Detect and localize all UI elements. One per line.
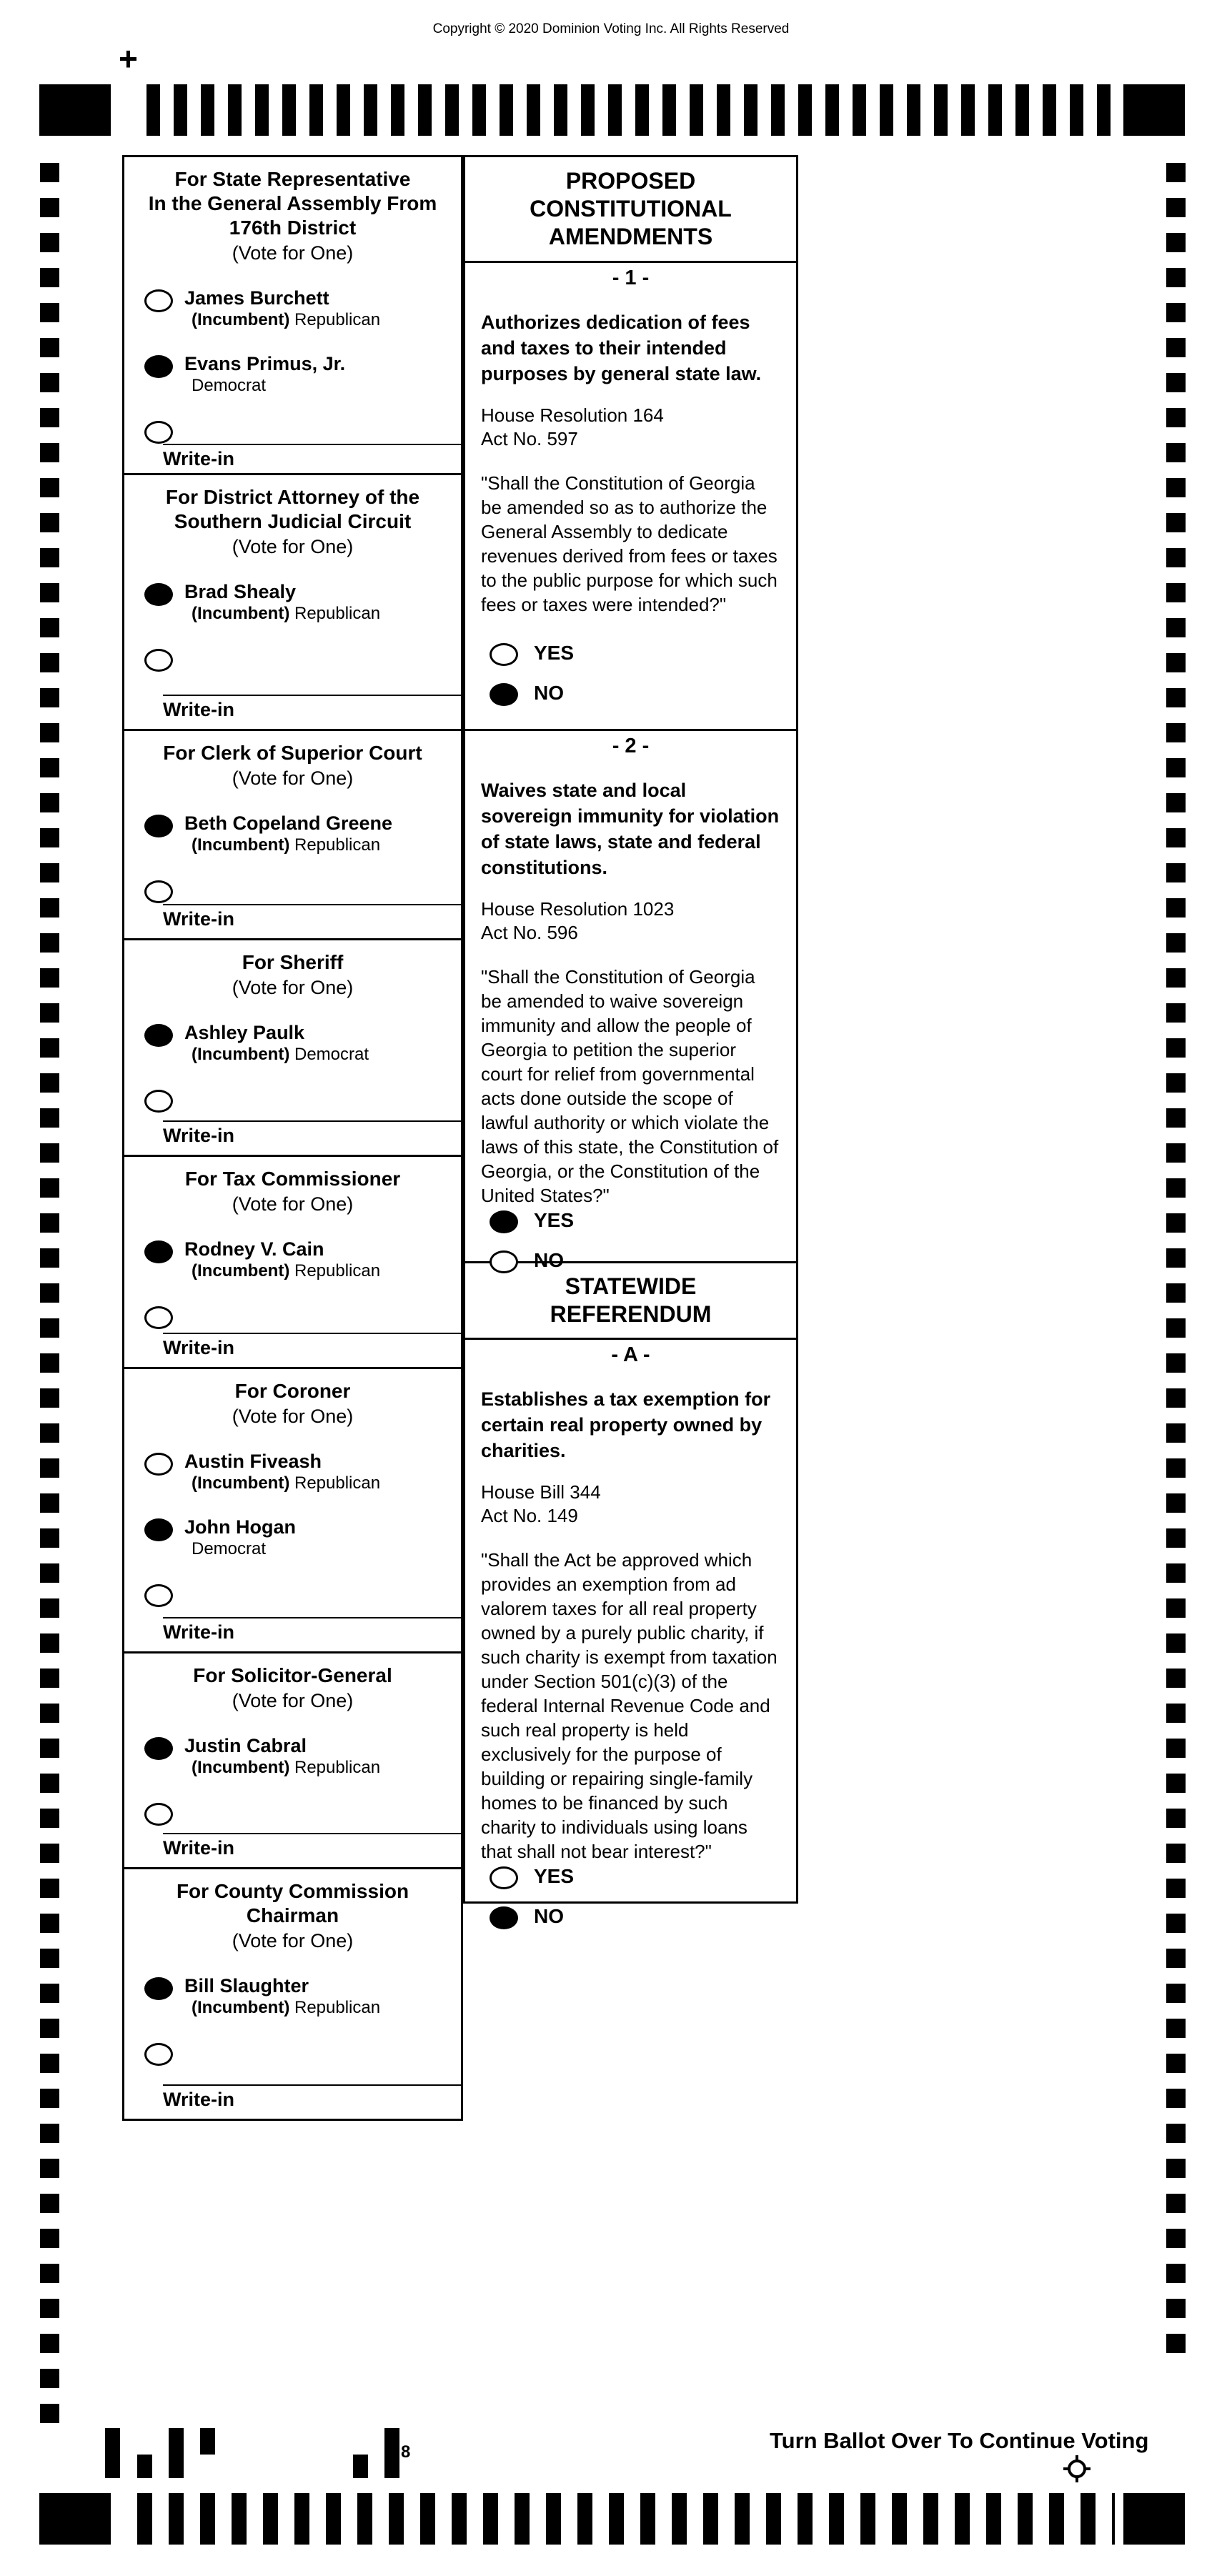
candidate-row bbox=[144, 1734, 461, 1779]
barcode-bar bbox=[169, 2428, 184, 2478]
vote-bubble-empty[interactable] bbox=[144, 1803, 173, 1826]
vote-bubble-empty[interactable] bbox=[144, 1306, 173, 1329]
contest-title: For Sheriff bbox=[242, 951, 344, 973]
option-label: YES bbox=[534, 642, 575, 664]
measure-authority bbox=[481, 404, 780, 451]
vote-instruction: (Vote for One) bbox=[232, 1930, 354, 1951]
candidate-party bbox=[192, 835, 392, 856]
timing-marks-top bbox=[39, 84, 1185, 136]
incumbent-label: (Incumbent) bbox=[192, 1473, 294, 1493]
contest-title: For County Commission bbox=[176, 1880, 409, 1902]
write-in-candidate-row bbox=[144, 1581, 461, 1607]
option-label: NO bbox=[534, 1905, 564, 1927]
section-header-line: STATEWIDE bbox=[565, 1273, 697, 1299]
timing-bars-top bbox=[146, 84, 1115, 136]
option-label: YES bbox=[534, 1865, 575, 1887]
vote-bubble-empty[interactable] bbox=[490, 643, 518, 666]
vote-bubble-filled[interactable] bbox=[144, 1024, 173, 1047]
contest bbox=[124, 1157, 461, 1369]
timing-bars-bottom bbox=[137, 2493, 1115, 2545]
measure-summary: Authorizes dedication of fees and taxes to their intended purposes by general state law. bbox=[481, 312, 762, 384]
authority-line: Act No. 596 bbox=[481, 922, 578, 943]
contest-header bbox=[124, 741, 461, 790]
candidate-name: Ashley Paulk bbox=[184, 1022, 305, 1043]
vote-bubble-filled[interactable] bbox=[490, 1906, 518, 1929]
measure-number: - A - bbox=[611, 1343, 650, 1366]
contest-header bbox=[124, 485, 461, 559]
measure-question: "Shall the Constitution of Georgia be amended to waive sovereign immunity and allow the people of Georgia to petition the superior court for relief from governmental acts done outside the scope of lawful authority or which violate the laws of this state, the Constitution of Georgia, or the Constitution of the United States?" bbox=[481, 966, 779, 1206]
candidate-info bbox=[184, 1734, 380, 1779]
incumbent-label: (Incumbent) bbox=[192, 604, 294, 623]
write-in-label: Write-in bbox=[163, 2089, 234, 2110]
option-label: NO bbox=[534, 682, 564, 704]
authority-line: House Bill 344 bbox=[481, 1481, 601, 1503]
section-header bbox=[465, 157, 796, 263]
measure-options bbox=[481, 1864, 780, 1952]
party-label: Republican bbox=[294, 1473, 381, 1493]
vote-bubble-filled[interactable] bbox=[144, 1240, 173, 1263]
candidate-name: Justin Cabral bbox=[184, 1735, 307, 1756]
candidate-info bbox=[184, 1450, 380, 1494]
measure-summary: Waives state and local sovereign immunity for violation of state laws, state and federal constitutions. bbox=[481, 780, 780, 878]
write-in-section bbox=[124, 1120, 461, 1155]
write-in-label: Write-in bbox=[163, 699, 234, 720]
write-in-candidate-row bbox=[144, 877, 461, 903]
contest-header bbox=[124, 950, 461, 1000]
candidate-row bbox=[144, 812, 461, 856]
authority-line: House Resolution 1023 bbox=[481, 898, 675, 920]
party-label: Republican bbox=[294, 1998, 381, 2017]
candidate-row bbox=[144, 1516, 461, 1560]
party-label: Democrat bbox=[192, 1539, 267, 1558]
measure-section bbox=[465, 1340, 796, 1927]
measure-authority bbox=[481, 897, 780, 945]
timing-block-top-right bbox=[1123, 84, 1185, 136]
barcode-glyph: 8 bbox=[401, 2442, 411, 2462]
timing-marks-left-column bbox=[40, 163, 59, 2423]
contest-header bbox=[124, 1167, 461, 1216]
section-header bbox=[465, 1263, 796, 1340]
contest bbox=[124, 475, 461, 731]
barcode-bar bbox=[105, 2428, 120, 2478]
contest bbox=[124, 1653, 461, 1869]
candidate-name: Evans Primus, Jr. bbox=[184, 353, 346, 374]
write-in-section bbox=[124, 904, 461, 938]
write-in-line[interactable] bbox=[163, 1617, 461, 1618]
vote-instruction: (Vote for One) bbox=[232, 1406, 354, 1427]
party-label: Republican bbox=[294, 1758, 381, 1777]
candidate-row bbox=[144, 580, 461, 625]
party-label: Democrat bbox=[192, 376, 267, 395]
candidate-row bbox=[144, 1021, 461, 1065]
write-in-section bbox=[124, 1833, 461, 1867]
party-label: Republican bbox=[294, 604, 381, 623]
candidate-row bbox=[144, 352, 461, 397]
vote-instruction: (Vote for One) bbox=[232, 536, 354, 557]
measure-option-row bbox=[490, 1248, 780, 1273]
contest-title: Chairman bbox=[246, 1904, 339, 1926]
measure-option-row bbox=[490, 640, 780, 666]
measure-section bbox=[465, 263, 796, 731]
vote-bubble-empty[interactable] bbox=[144, 421, 173, 444]
incumbent-label: (Incumbent) bbox=[192, 310, 294, 329]
vote-bubble-filled[interactable] bbox=[144, 583, 173, 606]
vote-bubble-empty[interactable] bbox=[490, 1866, 518, 1889]
write-in-candidate-row bbox=[144, 418, 461, 444]
measure-option-row bbox=[490, 1904, 780, 1929]
measure-section bbox=[465, 731, 796, 1271]
candidate-party bbox=[192, 603, 380, 625]
contest bbox=[124, 1869, 461, 2119]
timing-marks-right-column bbox=[1166, 163, 1186, 2353]
contest-header bbox=[124, 167, 461, 265]
contest-header bbox=[124, 1879, 461, 1953]
candidate-info bbox=[184, 1238, 380, 1282]
candidate-party bbox=[192, 1044, 369, 1065]
contest-title: For District Attorney of the bbox=[165, 486, 420, 508]
measure-number: - 1 - bbox=[612, 267, 650, 289]
vote-bubble-filled[interactable] bbox=[144, 355, 173, 378]
registration-target-icon bbox=[1063, 2455, 1091, 2482]
write-in-section bbox=[124, 1333, 461, 1367]
barcode-bar bbox=[353, 2455, 368, 2478]
write-in-label: Write-in bbox=[163, 448, 234, 469]
write-in-line[interactable] bbox=[163, 1833, 461, 1834]
contest-list bbox=[122, 155, 463, 2121]
candidate-party bbox=[192, 1260, 380, 1282]
candidate-name: Brad Shealy bbox=[184, 581, 297, 602]
authority-line: Act No. 149 bbox=[481, 1505, 578, 1526]
vote-bubble-filled[interactable] bbox=[144, 815, 173, 837]
candidate-party bbox=[192, 1538, 296, 1560]
write-in-label: Write-in bbox=[163, 1337, 234, 1358]
contest-title: In the General Assembly From bbox=[148, 192, 437, 214]
write-in-line[interactable] bbox=[163, 695, 461, 696]
candidate-info bbox=[184, 580, 380, 625]
contest-title: 176th District bbox=[229, 217, 357, 239]
write-in-line[interactable] bbox=[163, 904, 461, 905]
candidate-row bbox=[144, 1974, 461, 2019]
turn-ballot-over-text: Turn Ballot Over To Continue Voting bbox=[770, 2428, 1149, 2453]
registration-plus-icon: + bbox=[119, 40, 138, 77]
write-in-line[interactable] bbox=[163, 1120, 461, 1122]
authority-line: House Resolution 164 bbox=[481, 404, 664, 426]
timing-block-bottom-left bbox=[39, 2493, 111, 2545]
barcode-bar bbox=[384, 2428, 399, 2478]
candidate-party bbox=[192, 375, 345, 397]
authority-line: Act No. 597 bbox=[481, 428, 578, 449]
measure-authority bbox=[481, 1481, 780, 1528]
incumbent-label: (Incumbent) bbox=[192, 835, 294, 855]
party-label: Democrat bbox=[294, 1045, 369, 1064]
candidate-row bbox=[144, 1450, 461, 1494]
write-in-candidate-row bbox=[144, 2040, 461, 2066]
contest-title: For Clerk of Superior Court bbox=[163, 742, 422, 764]
section-header-line: REFERENDUM bbox=[550, 1301, 712, 1327]
candidate-info bbox=[184, 287, 380, 331]
vote-instruction: (Vote for One) bbox=[232, 242, 354, 264]
measures-list bbox=[463, 155, 798, 1927]
candidate-party bbox=[192, 1473, 380, 1494]
party-label: Republican bbox=[294, 1261, 381, 1280]
write-in-label: Write-in bbox=[163, 908, 234, 930]
measure-question: "Shall the Constitution of Georgia be amended so as to authorize the General Assembly to dedicate revenues derived from fees or taxes to the public purpose for which such fees or taxes were intended?" bbox=[481, 472, 778, 615]
write-in-section bbox=[124, 695, 461, 729]
incumbent-label: (Incumbent) bbox=[192, 1758, 294, 1777]
party-label: Republican bbox=[294, 835, 381, 855]
vote-instruction: (Vote for One) bbox=[232, 1193, 354, 1215]
candidate-party bbox=[192, 1997, 380, 2019]
candidate-row bbox=[144, 287, 461, 331]
write-in-line[interactable] bbox=[163, 1333, 461, 1334]
vote-bubble-empty[interactable] bbox=[144, 2043, 173, 2066]
candidate-info bbox=[184, 812, 392, 856]
candidate-info bbox=[184, 1516, 296, 1560]
vote-instruction: (Vote for One) bbox=[232, 1690, 354, 1711]
barcode-bar bbox=[137, 2455, 152, 2478]
vote-bubble-filled[interactable] bbox=[490, 683, 518, 706]
measure-option-row bbox=[490, 1208, 780, 1233]
write-in-section bbox=[124, 2084, 461, 2119]
write-in-candidate-row bbox=[144, 1800, 461, 1826]
contest-title: Southern Judicial Circuit bbox=[174, 510, 412, 532]
option-label: NO bbox=[534, 1249, 564, 1271]
candidate-name: John Hogan bbox=[184, 1516, 296, 1538]
write-in-section bbox=[124, 1617, 461, 1651]
candidate-info bbox=[184, 1974, 380, 2019]
vote-bubble-empty[interactable] bbox=[144, 649, 173, 672]
vote-instruction: (Vote for One) bbox=[232, 977, 354, 998]
measure-options bbox=[481, 640, 780, 729]
measure-number: - 2 - bbox=[612, 735, 650, 757]
write-in-candidate-row bbox=[144, 1303, 461, 1329]
vote-bubble-filled[interactable] bbox=[144, 1518, 173, 1541]
candidate-name: Bill Slaughter bbox=[184, 1975, 309, 1996]
write-in-label: Write-in bbox=[163, 1125, 234, 1146]
vote-bubble-empty[interactable] bbox=[144, 1584, 173, 1607]
vote-bubble-empty[interactable] bbox=[144, 289, 173, 312]
write-in-candidate-row bbox=[144, 646, 461, 672]
contest-title: For Coroner bbox=[234, 1380, 351, 1402]
candidate-info bbox=[184, 1021, 369, 1065]
write-in-candidate-row bbox=[144, 1087, 461, 1113]
measure-option-row bbox=[490, 1864, 780, 1889]
candidate-name: Beth Copeland Greene bbox=[184, 812, 393, 834]
write-in-line[interactable] bbox=[163, 2084, 461, 2086]
contest bbox=[124, 940, 461, 1157]
vote-bubble-filled[interactable] bbox=[144, 1737, 173, 1760]
contest bbox=[124, 731, 461, 940]
contest bbox=[124, 1369, 461, 1653]
timing-block-top-left bbox=[39, 84, 111, 136]
option-label: YES bbox=[534, 1209, 575, 1231]
candidate-info bbox=[184, 352, 345, 397]
candidate-name: Austin Fiveash bbox=[184, 1451, 322, 1472]
write-in-section bbox=[124, 444, 461, 478]
vote-bubble-empty[interactable] bbox=[144, 880, 173, 903]
candidate-party bbox=[192, 309, 380, 331]
candidate-name: Rodney V. Cain bbox=[184, 1238, 324, 1260]
section-header-line: AMENDMENTS bbox=[548, 224, 713, 249]
vote-bubble-filled[interactable] bbox=[490, 1210, 518, 1233]
candidate-name: James Burchett bbox=[184, 287, 329, 309]
timing-block-bottom-right bbox=[1123, 2493, 1185, 2545]
write-in-line[interactable] bbox=[163, 444, 461, 445]
vote-bubble-empty[interactable] bbox=[144, 1090, 173, 1113]
incumbent-label: (Incumbent) bbox=[192, 1045, 294, 1064]
timing-marks-bottom bbox=[39, 2493, 1185, 2545]
vote-bubble-filled[interactable] bbox=[144, 1977, 173, 2000]
party-label: Republican bbox=[294, 310, 381, 329]
vote-bubble-empty[interactable] bbox=[490, 1250, 518, 1273]
measure-option-row bbox=[490, 680, 780, 706]
contest-header bbox=[124, 1379, 461, 1428]
contest-title: For State Representative bbox=[174, 168, 411, 190]
section-header-line: CONSTITUTIONAL bbox=[530, 196, 732, 222]
candidate-party bbox=[192, 1757, 380, 1779]
candidate-row bbox=[144, 1238, 461, 1282]
measure-question: "Shall the Act be approved which provides an exemption from ad valorem taxes for all real property owned by a purely public charity, if such charity is exempt from taxation under Section 501(c)(3) of the federal Internal Revenue Code and such real property is held exclusively for the purpose of building or repairing single-family homes to be financed by such charity to individuals using loans that shall not bear interest?" bbox=[481, 1549, 778, 1862]
barcode-bar bbox=[200, 2428, 215, 2455]
write-in-label: Write-in bbox=[163, 1837, 234, 1859]
vote-bubble-empty[interactable] bbox=[144, 1453, 173, 1476]
contest-title: For Solicitor-General bbox=[193, 1664, 392, 1686]
incumbent-label: (Incumbent) bbox=[192, 1261, 294, 1280]
copyright-text: Copyright © 2020 Dominion Voting Inc. All Rights Reserved bbox=[432, 21, 790, 36]
contest bbox=[124, 157, 461, 475]
contest-header bbox=[124, 1664, 461, 1713]
measure-summary: Establishes a tax exemption for certain real property owned by charities. bbox=[481, 1388, 771, 1461]
vote-instruction: (Vote for One) bbox=[232, 767, 354, 789]
contest-title: For Tax Commissioner bbox=[184, 1168, 401, 1190]
section-header-line: PROPOSED bbox=[565, 168, 696, 194]
incumbent-label: (Incumbent) bbox=[192, 1998, 294, 2017]
write-in-label: Write-in bbox=[163, 1621, 234, 1643]
